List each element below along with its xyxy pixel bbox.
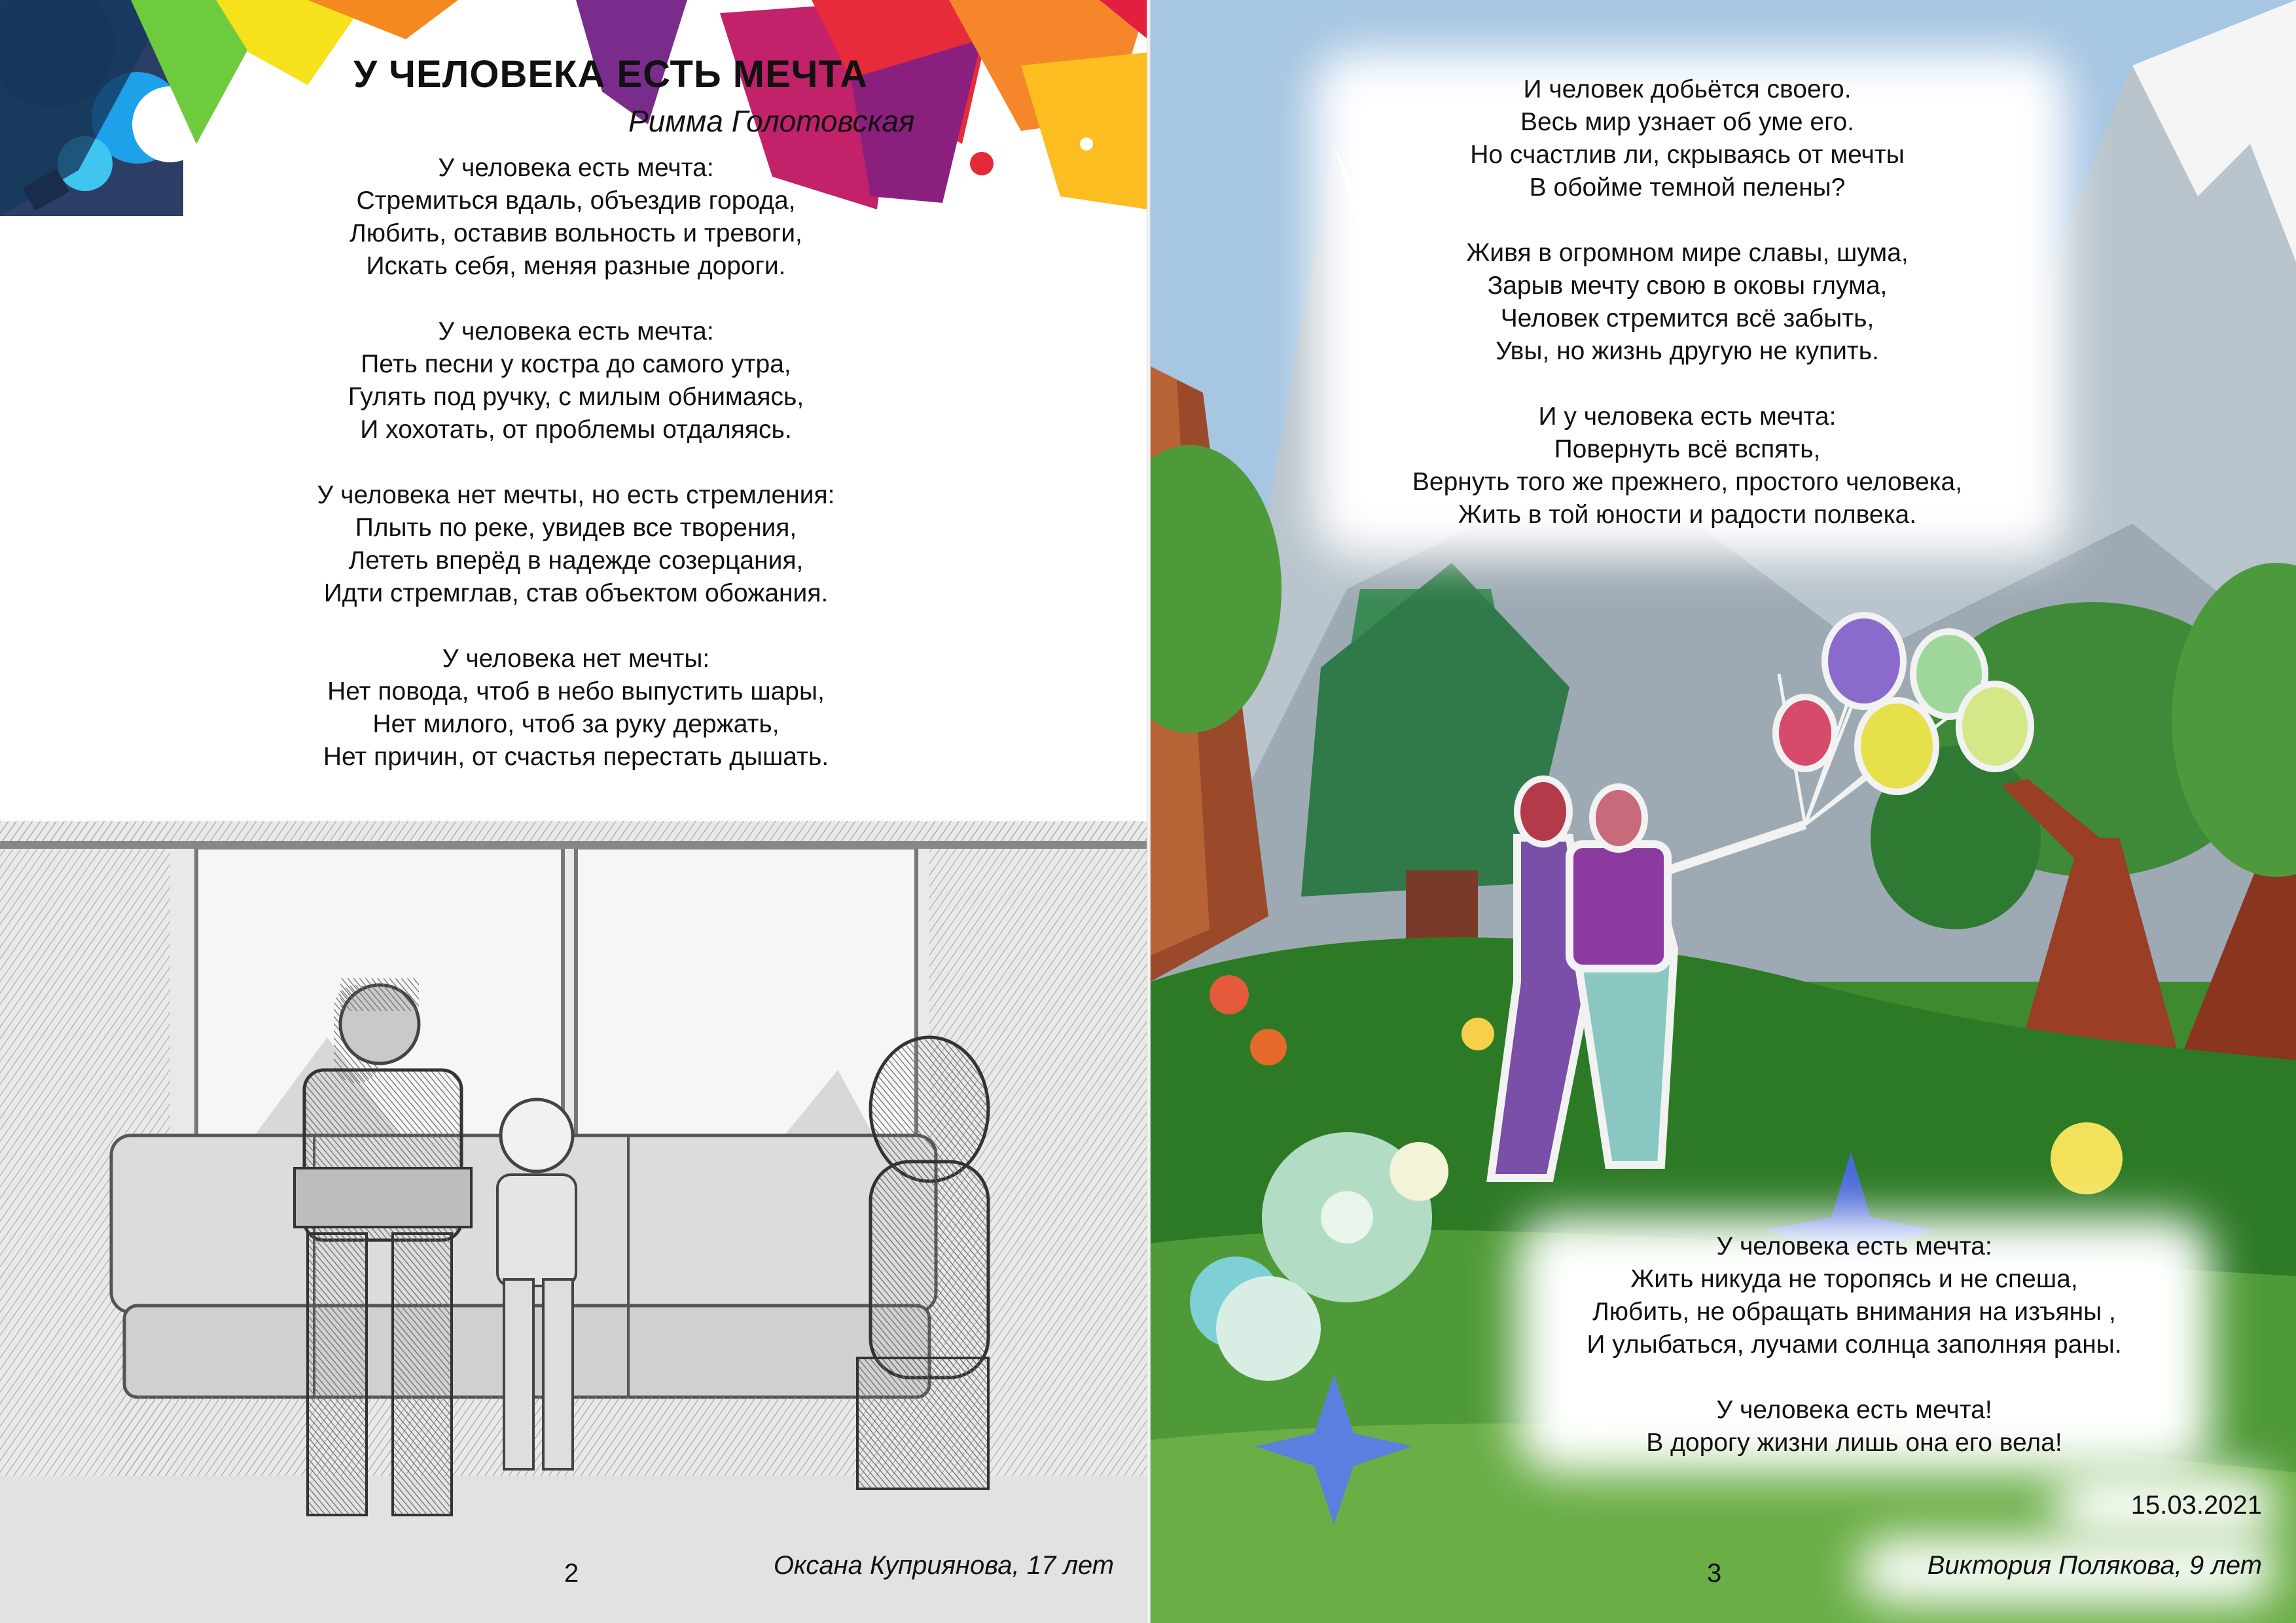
poem-date: 15.03.2021 bbox=[2130, 1491, 2262, 1520]
poem-line: И хохотать, от проблемы отдаляясь. bbox=[360, 416, 792, 444]
stanza bbox=[196, 152, 956, 283]
poem-line: Повернуть всё вспять, bbox=[1554, 435, 1821, 463]
poem-author: Римма Голотовская bbox=[628, 104, 915, 138]
poem-line: Нет повода, чтоб в небо выпустить шары, bbox=[327, 677, 825, 705]
poem-line: Любить, оставив вольность и тревоги, bbox=[350, 219, 802, 247]
illustration-credit: Виктория Полякова, 9 лет bbox=[1927, 1551, 2262, 1580]
poem-line: Идти стремглав, став объектом обожания. bbox=[323, 579, 829, 607]
poem-line: У человека есть мечта: bbox=[1716, 1232, 1992, 1260]
poem-right-top-column bbox=[1308, 73, 2067, 564]
illustration-credit: Оксана Куприянова, 17 лет bbox=[773, 1551, 1114, 1580]
poem-line: Вернуть того же прежнего, простого человека, bbox=[1412, 468, 1963, 496]
poem-line: Живя в огромном мире славы, шума, bbox=[1466, 239, 1909, 267]
poem-line: У человека нет мечты, но есть стремления: bbox=[317, 481, 835, 509]
poem-line: И у человека есть мечта: bbox=[1538, 402, 1837, 431]
poem-line: И улыбаться, лучами солнца заполняя раны. bbox=[1587, 1330, 2122, 1359]
poem-line: В дорогу жизни лишь она его вела! bbox=[1646, 1429, 2062, 1457]
poem-line: Плыть по реке, увидев все творения, bbox=[355, 514, 797, 542]
stanza bbox=[1308, 73, 2067, 204]
poem-line: У человека есть мечта! bbox=[1716, 1396, 1992, 1424]
stanza bbox=[196, 315, 956, 446]
poem-line: Нет причин, от счастья перестать дышать. bbox=[323, 743, 829, 771]
poem-line: Но счастлив ли, скрываясь от мечты bbox=[1470, 141, 1905, 169]
poem-line: Лететь вперёд в надежде созерцания, bbox=[348, 546, 804, 575]
poem-line: Человек стремится всё забыть, bbox=[1500, 304, 1874, 332]
right-page bbox=[1151, 0, 2296, 1623]
poem-line: Весь мир узнает об уме его. bbox=[1520, 108, 1855, 136]
poem-line: И человек добьётся своего. bbox=[1523, 75, 1852, 103]
poem-line: У человека есть мечта: bbox=[438, 317, 714, 346]
stanza bbox=[1308, 237, 2067, 368]
stanza bbox=[196, 479, 956, 610]
poem-title: У ЧЕЛОВЕКА ЕСТЬ МЕЧТА bbox=[353, 53, 869, 96]
poem-line: Петь песни у костра до самого утра, bbox=[361, 350, 791, 378]
poem-line: Увы, но жизнь другую не купить. bbox=[1496, 337, 1879, 365]
poem-line: Жить никуда не торопясь и не спеша, bbox=[1630, 1265, 2078, 1293]
page-number: 2 bbox=[564, 1559, 579, 1588]
poem-line: Жить в той юности и радости полвека. bbox=[1458, 501, 1917, 529]
stanza bbox=[1504, 1230, 2204, 1361]
poem-line: Зарыв мечту свою в оковы глума, bbox=[1487, 272, 1888, 300]
stanza bbox=[196, 643, 956, 774]
poem-line: Любить, не обращать внимания на изъяны , bbox=[1592, 1298, 2116, 1326]
poem-right-bottom-column bbox=[1504, 1230, 2204, 1492]
poem-line: У человека нет мечты: bbox=[442, 645, 710, 673]
poem-left-column bbox=[196, 152, 956, 806]
poem-line: Искать себя, меняя разные дороги. bbox=[366, 252, 786, 280]
poem-line: Стремиться вдаль, объездив города, bbox=[356, 187, 796, 215]
poem-line: У человека есть мечта: bbox=[438, 154, 714, 182]
poem-line: Гулять под ручку, с милым обнимаясь, bbox=[348, 383, 804, 411]
pencil-sketch-illustration bbox=[0, 821, 1148, 1623]
stanza bbox=[1308, 401, 2067, 531]
poem-line: Нет милого, чтоб за руку держать, bbox=[372, 710, 780, 738]
poem-line: В обойме темной пелены? bbox=[1529, 173, 1846, 202]
stanza bbox=[1504, 1394, 2204, 1459]
page-number: 3 bbox=[1707, 1559, 1722, 1588]
